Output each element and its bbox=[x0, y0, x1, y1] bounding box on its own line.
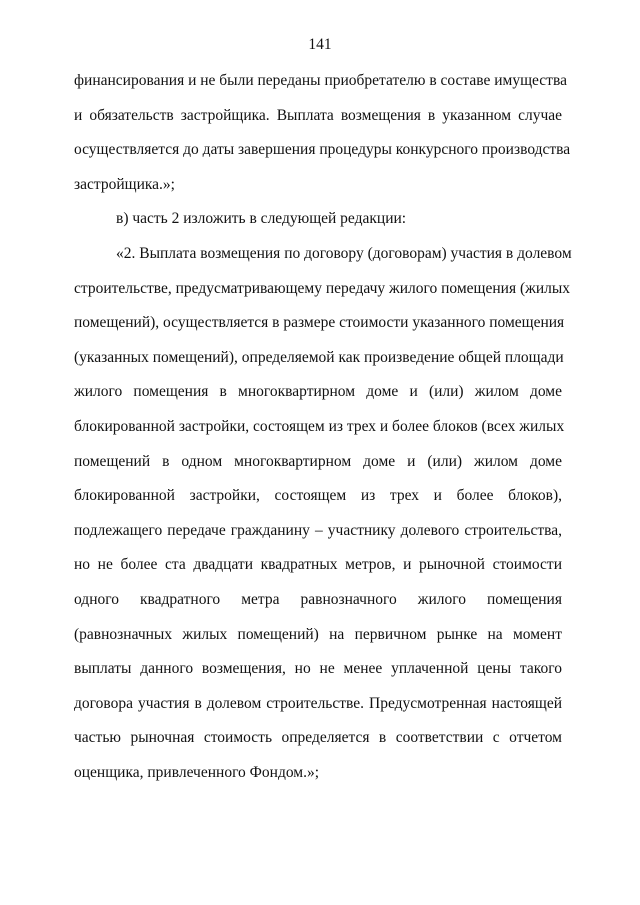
text-line: финансирования и не были переданы приобретателю в составе имущества bbox=[74, 72, 567, 89]
text-line: в) часть 2 изложить в следующей редакции: bbox=[116, 210, 407, 228]
text-line: строительстве, предусматривающему передачу жилого помещения (жилых bbox=[74, 279, 571, 297]
text-line: (указанных помещений), определяемой как произведение общей площади bbox=[74, 348, 564, 366]
text-line: одного квадратного метра равнозначного жилого помещения bbox=[74, 590, 562, 608]
text-line: оценщика, привлеченного Фондом.»; bbox=[74, 763, 320, 781]
text-line: договора участия в долевом строительстве. Предусмотренная настоящей bbox=[74, 694, 562, 712]
text-line: выплаты данного возмещения, но не менее уплаченной цены такого bbox=[74, 660, 562, 678]
text-line: помещений в одном многоквартирном доме и (или) жилом доме bbox=[74, 452, 562, 470]
text-line: частью рыночная стоимость определяется в соответствии с отчетом bbox=[74, 729, 562, 747]
paragraph-2 bbox=[74, 202, 562, 237]
text-line: блокированной застройки, состоящем из трех и более блоков (всех жилых bbox=[74, 417, 565, 435]
page-number: 141 bbox=[308, 36, 332, 53]
text-line: блокированной застройки, состоящем из трех и более блоков), bbox=[74, 487, 562, 505]
document-body bbox=[74, 64, 572, 790]
text-line: помещений), осуществляется в размере стоимости указанного помещения bbox=[74, 314, 565, 332]
text-line: жилого помещения в многоквартирном доме и (или) жилом доме bbox=[74, 383, 562, 401]
text-line: (равнозначных жилых помещений) на первичном рынке на момент bbox=[74, 625, 562, 643]
paragraph-1 bbox=[74, 64, 571, 202]
text-line: подлежащего передаче гражданину – участнику долевого строительства, bbox=[74, 521, 562, 539]
paragraph-3 bbox=[74, 237, 572, 791]
text-line: но не более ста двадцати квадратных метров, и рыночной стоимости bbox=[74, 556, 562, 574]
text-line: и обязательств застройщика. Выплата возмещения в указанном случае bbox=[74, 106, 562, 124]
text-line: осуществляется до даты завершения процедуры конкурсного производства bbox=[74, 141, 571, 159]
text-line: застройщика.»; bbox=[74, 175, 175, 193]
text-line: «2. Выплата возмещения по договору (договорам) участия в долевом bbox=[116, 244, 572, 262]
